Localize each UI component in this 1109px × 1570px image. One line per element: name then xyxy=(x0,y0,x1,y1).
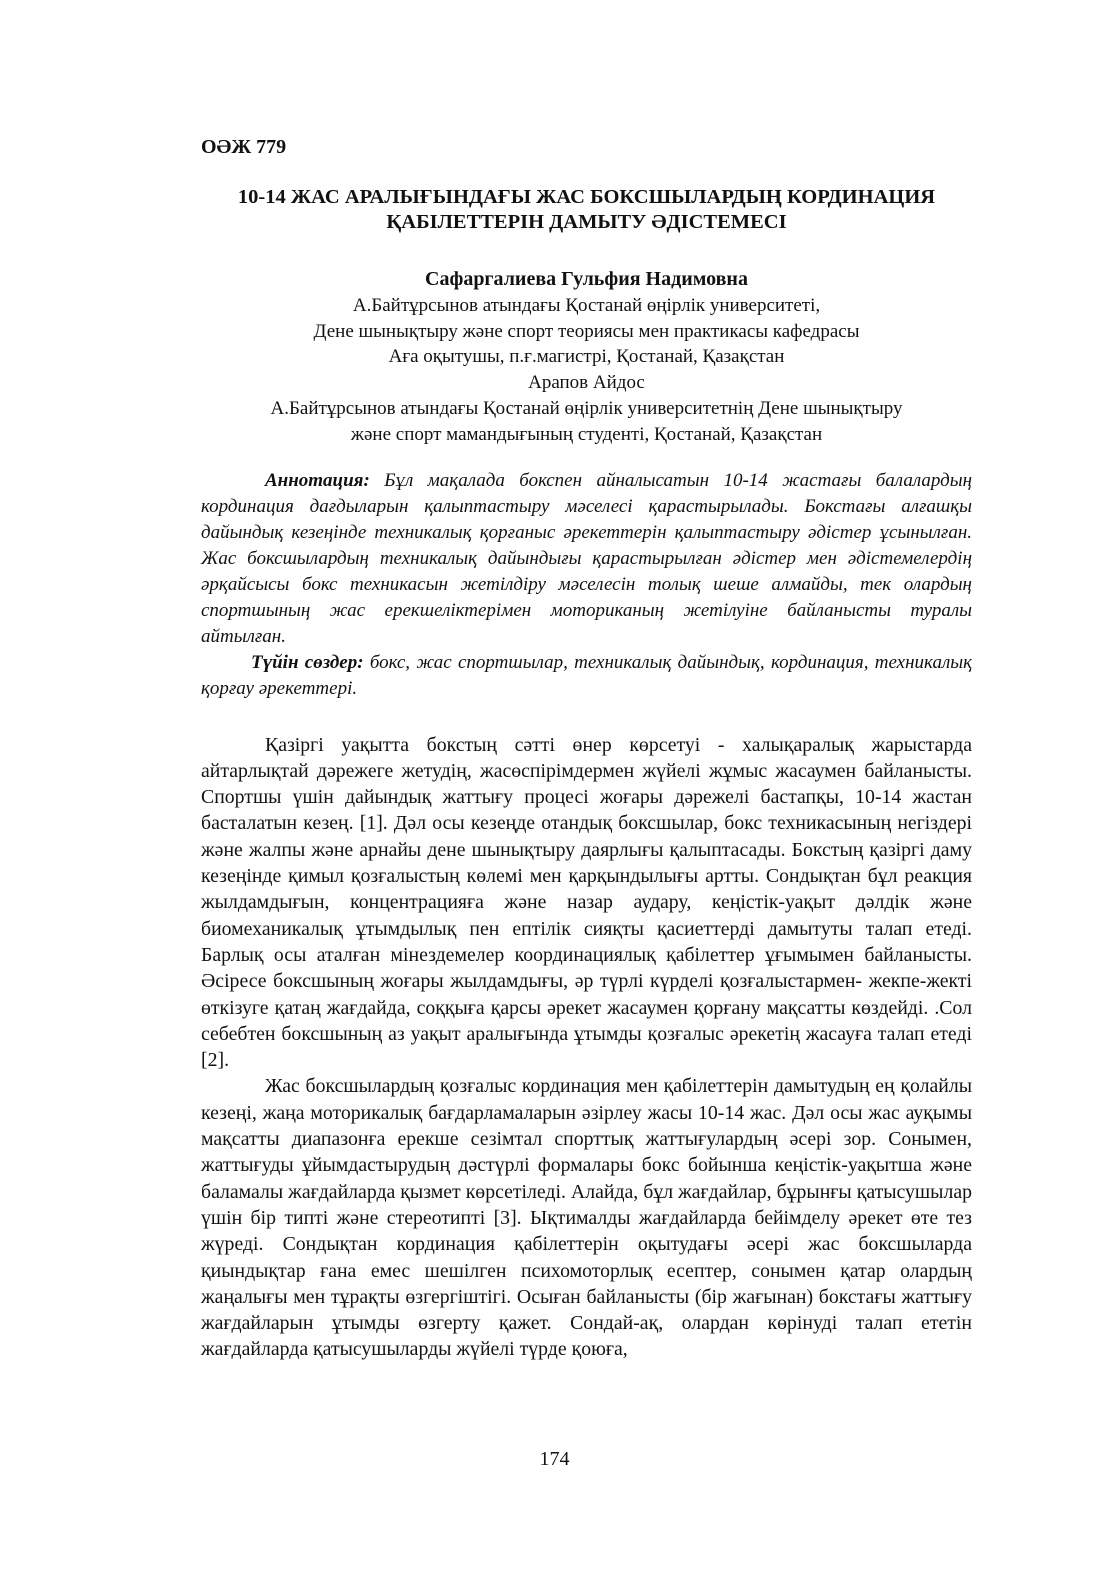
abstract-text: Бұл мақалада бокспен айналысатын 10-14 жастағы балалардың кординация дағдыларын қалыптастыру мәселесі қарастырылады. Бокстағы алғашқы дайындық кезеңінде техникалық қорғаныс әрекеттерін қалыптастыру әдістер ұсынылған. Жас боксшылардың техникалық дайындығы қарастырылған әдістер мен әдістемелердің әрқайсысы бокс техникасын жетілдіру мәселесін толық шеше алмайды, тек олардың спортшының жас ерекшеліктерімен моториканың жетілуіне байланысты туралы айтылған. xyxy=(201,469,972,647)
author-2-affiliation-line: А.Байтұрсынов атындағы Қостанай өңірлік университетнің Дене шынықтыру xyxy=(270,397,903,419)
author-1-name: Сафаргалиева Гульфия Надимовна xyxy=(425,268,748,290)
body-paragraph: Қазіргі уақытта бокстың сәтті өнер көрсетуі - халықаралық жарыстарда айтарлықтай дәрежеге жетудің, жасөспірімдермен жүйелі жұмыс жасаумен байланысты. Спортшы үшін дайындық жаттығу процесі жоғары дәрежелі бастапқы, 10-14 жастан басталатын кезең. [1]. Дәл осы кезеңде отандық боксшылар, бокс техникасының негіздері және жалпы және арнайы дене шынықтыру даярлығы қалыптасады. Бокстың қазіргі даму кезеңінде қимыл қозғалыстың көлемі мен қарқындылығы артты. Сондықтан бұл реакция жылдамдығын, концентрацияға және назар аудару, кеңістік-уақыт дәлдік және биомеханикалық ұтымдылық пен ептілік сияқты қасиеттерді дамытуты талап етеді. Барлық осы аталған мінездемелер координациялық қабілеттер ұғымымен байланысты. Әсіресе боксшының жоғары жылдамдығы, әр түрлі күрделі қозғалыстармен- жекпе-жекті өткізуге қатаң жағдайда, соққыға қарсы әрекет жасаумен қорғану мақсатты көздейді. .Сол себебтен боксшының аз уақыт аралығында ұтымды қозғалыс әрекетің жасауға талап етеді [2]. xyxy=(201,733,972,1072)
keywords-label: Түйін сөздер: xyxy=(251,651,364,673)
author-1-affiliation-line: А.Байтұрсынов атындағы Қостанай өңірлік университеті, xyxy=(352,294,821,316)
keywords-paragraph xyxy=(201,650,972,702)
keywords-text: бокс, жас спортшылар, техникалық дайындық, кординация, техникалық қорғау әрекеттері. xyxy=(201,651,972,699)
author-2-name: Арапов Айдос xyxy=(528,372,645,394)
page-content xyxy=(201,133,972,1363)
author-block xyxy=(201,267,972,448)
page-number: 174 xyxy=(539,1448,570,1470)
author-1-affiliation-line: Дене шынықтыру және спорт теориясы мен практикасы кафедрасы xyxy=(313,320,860,342)
title-line-1: 10-14 ЖАС АРАЛЫҒЫНДАҒЫ ЖАС БОКСШЫЛАРДЫҢ КОРДИНАЦИЯ xyxy=(237,186,936,208)
article-body xyxy=(201,732,972,1363)
abstract-section xyxy=(201,468,972,702)
udc-code: ОӘЖ 779 xyxy=(201,136,287,158)
body-paragraph: Жас боксшылардың қозғалыс кординация мен қабілеттерін дамытудың ең қолайлы кезеңі, жаңа моторикалық бағдарламаларын әзірлеу жасы 10-14 жас. Дәл осы жас ауқымы мақсатты диапазонға ерекше сезімтал спорттық жаттығулардың әсері зор. Сонымен, жаттығуды ұйымдастырудың дәстүрлі формалары бокс бойынша кеңістік-уақытша және баламалы жағдайларда қызмет көрсетіледі. Алайда, бұл жағдайлар, бұрынғы қатысушылар үшін бір типті және стереотипті [3]. Ықтималды жағдайларда бейімделу әрекет өте тез жүреді. Сондықтан кординация қабілеттерін оқытудағы әсері жас боксшыларда қиындықтар ғана емес шешілген психомоторлық есептер, сонымен қатар олардың жаңалығы мен тұрақты өзгергіштігі. Осыған байланысты (бір жағынан) бокстағы жаттығу жағдайларын ұтымды өзгерту қажет. Сондай-ақ, олардан көрінуді талап ететін жағдайларда қатысушыларды жүйелі түрде қоюға, xyxy=(201,1075,972,1361)
article-title xyxy=(201,185,972,235)
author-1-affiliation-line: Аға оқытушы, п.ғ.магистрі, Қостанай, Қазақстан xyxy=(388,346,785,368)
abstract-paragraph xyxy=(201,468,972,650)
title-line-2: ҚАБІЛЕТТЕРІН ДАМЫТУ ӘДІСТЕМЕСІ xyxy=(386,211,787,233)
author-2-affiliation-line: және спорт мамандығының студенті, Қостанай, Қазақстан xyxy=(350,423,823,445)
abstract-label: Аннотация: xyxy=(265,469,370,491)
